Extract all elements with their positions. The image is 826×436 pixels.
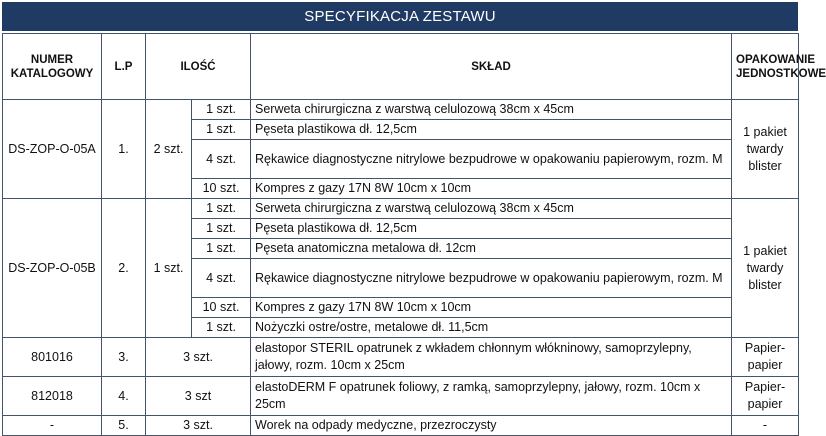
spec-table	[2, 33, 826, 436]
item-description: Pęseta anatomiczna metalowa dł. 12cm	[251, 239, 732, 259]
packaging: -	[732, 416, 799, 436]
item-quantity: 1 szt.	[192, 100, 251, 120]
item-description: Pęseta plastikowa dł. 12,5cm	[251, 219, 732, 239]
header-composition: SKŁAD	[251, 34, 732, 100]
item-description: Nożyczki ostre/ostre, metalowe dł. 11,5cm	[251, 318, 732, 338]
item-description: Kompres z gazy 17N 8W 10cm x 10cm	[251, 179, 732, 199]
row-lp: 2.	[102, 199, 146, 338]
item-description: Worek na odpady medyczne, przezroczysty	[251, 416, 732, 436]
set-quantity: 3 szt.	[146, 416, 251, 436]
header-packaging: OPAKOWANIE JEDNOSTKOWE	[732, 34, 799, 100]
catalog-number: 801016	[3, 338, 102, 377]
item-quantity: 1 szt.	[192, 120, 251, 140]
row-lp: 5.	[102, 416, 146, 436]
catalog-number: DS-ZOP-O-05A	[3, 100, 102, 199]
item-quantity: 1 szt.	[192, 219, 251, 239]
item-description: Serweta chirurgiczna z warstwą celulozową 38cm x 45cm	[251, 100, 732, 120]
table-row	[3, 377, 799, 416]
catalog-number: 812018	[3, 377, 102, 416]
table-title: SPECYFIKACJA ZESTAWU	[2, 2, 798, 31]
item-quantity: 4 szt.	[192, 140, 251, 179]
item-description: Serweta chirurgiczna z warstwą celulozową 38cm x 45cm	[251, 199, 732, 219]
set-quantity: 2 szt.	[146, 100, 192, 199]
table-row	[3, 100, 799, 120]
table-row	[3, 199, 799, 219]
packaging: Papier-papier	[732, 338, 799, 377]
item-quantity: 10 szt.	[192, 179, 251, 199]
set-quantity: 3 szt.	[146, 338, 251, 377]
row-lp: 3.	[102, 338, 146, 377]
set-quantity: 1 szt.	[146, 199, 192, 338]
header-lp: L.P	[102, 34, 146, 100]
packaging: Papier-papier	[732, 377, 799, 416]
item-quantity: 10 szt.	[192, 298, 251, 318]
item-description: Rękawice diagnostyczne nitrylowe bezpudrowe w opakowaniu papierowym, rozm. M	[251, 259, 732, 298]
item-quantity: 1 szt.	[192, 239, 251, 259]
catalog-number: DS-ZOP-O-05B	[3, 199, 102, 338]
row-lp: 4.	[102, 377, 146, 416]
item-description: Kompres z gazy 17N 8W 10cm x 10cm	[251, 298, 732, 318]
header-catalog: NUMER KATALOGOWY	[3, 34, 102, 100]
header-row	[3, 34, 799, 100]
item-description: elastoDERM F opatrunek foliowy, z ramką, samoprzylepny, jałowy, rozm. 10cm x 25cm	[251, 377, 732, 416]
item-description: Rękawice diagnostyczne nitrylowe bezpudrowe w opakowaniu papierowym, rozm. M	[251, 140, 732, 179]
item-description: elastopor STERIL opatrunek z wkładem chłonnym włókninowy, samoprzylepny, jałowy, rozm. 10cm x 25cm	[251, 338, 732, 377]
table-row	[3, 416, 799, 436]
row-lp: 1.	[102, 100, 146, 199]
packaging: 1 pakiet twardy blister	[732, 199, 799, 338]
item-quantity: 1 szt.	[192, 199, 251, 219]
item-quantity: 1 szt.	[192, 318, 251, 338]
item-description: Pęseta plastikowa dł. 12,5cm	[251, 120, 732, 140]
table-row	[3, 338, 799, 377]
item-quantity: 4 szt.	[192, 259, 251, 298]
header-qty: ILOŚĆ	[146, 34, 251, 100]
set-quantity: 3 szt	[146, 377, 251, 416]
packaging: 1 pakiet twardy blister	[732, 100, 799, 199]
catalog-number: -	[3, 416, 102, 436]
